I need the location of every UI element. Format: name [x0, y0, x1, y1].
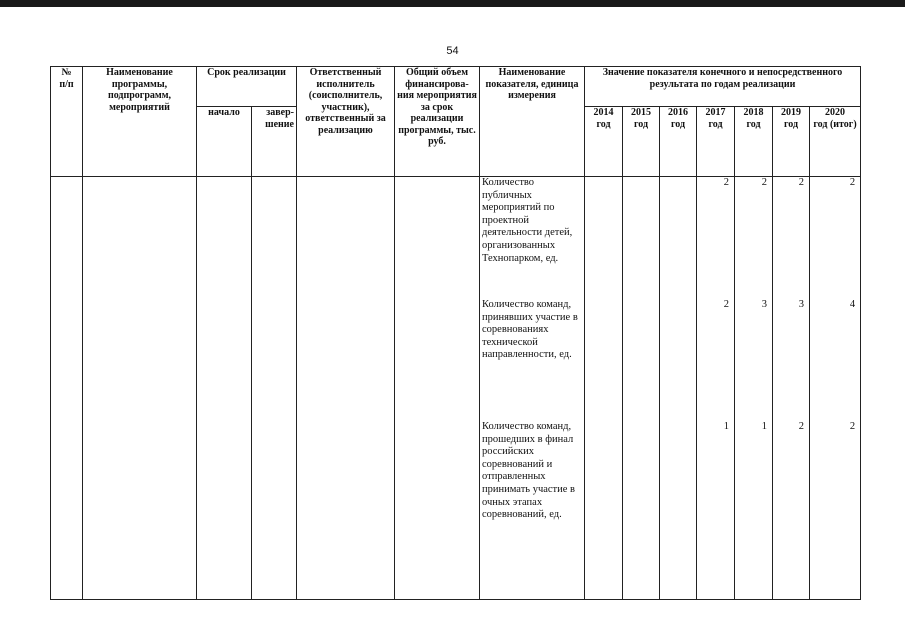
cell-num: [51, 177, 83, 600]
header-responsible: Ответственный исполнитель (соисполнитель, участник), ответственный за реализацию: [297, 67, 395, 177]
value: 2: [723, 177, 729, 188]
header-year-2016: 2016 год: [660, 107, 697, 177]
value: 2: [723, 299, 729, 310]
value: 2: [849, 177, 856, 188]
cell-2014: [585, 177, 623, 600]
header-end: завер-шение: [252, 107, 297, 177]
value: 4: [849, 299, 856, 310]
header-funding: Общий объем финансирова-ния мероприятия за срок реализации программы, тыс. руб.: [395, 67, 480, 177]
header-period: Срок реализации: [197, 67, 297, 107]
header-start: начало: [197, 107, 252, 177]
cell-funding: [395, 177, 480, 600]
header-year-2020: 2020 год (итог): [810, 107, 861, 177]
cell-2015: [623, 177, 660, 600]
value: 2: [798, 421, 804, 432]
value: [585, 299, 622, 421]
cell-indicators: [480, 177, 585, 600]
header-year-2019: 2019 год: [773, 107, 810, 177]
indicator-item: Количество публичных мероприятий по проектной деятельности детей, организованных Технопарком, ед.: [482, 177, 573, 264]
value: [660, 177, 696, 299]
value: [660, 299, 696, 421]
value: [585, 421, 622, 599]
cell-2016: [660, 177, 697, 600]
program-table: [50, 66, 861, 600]
header-indicator: Наименование показателя, единица измерения: [480, 67, 585, 177]
header-year-2018: 2018 год: [735, 107, 773, 177]
header-year-2014: 2014 год: [585, 107, 623, 177]
cell-2018: [735, 177, 773, 600]
value: [623, 421, 659, 599]
cell-2019: [773, 177, 810, 600]
table-row: [51, 177, 861, 600]
value: 1: [761, 421, 767, 432]
header-values: Значение показателя конечного и непосредственного результата по годам реализации: [585, 67, 861, 107]
header-year-2017: 2017 год: [697, 107, 735, 177]
cell-program: [83, 177, 197, 600]
indicator-item: Количество команд, принявших участие в соревнованиях технической направленности, ед.: [482, 299, 578, 361]
value: 1: [723, 421, 729, 432]
program-table-wrapper: [50, 66, 861, 600]
header-num: № п/п: [51, 67, 83, 177]
value: [585, 177, 622, 299]
value: [623, 299, 659, 421]
value: 3: [798, 299, 804, 310]
cell-2017: [697, 177, 735, 600]
cell-start: [197, 177, 252, 600]
page-number: 54: [446, 45, 459, 57]
cell-2020: [810, 177, 861, 600]
cell-responsible: [297, 177, 395, 600]
value: 2: [761, 177, 767, 188]
value: [623, 177, 659, 299]
value: 3: [761, 299, 767, 310]
indicator-item: Количество команд, прошедших в финал российских соревнований и отправленных принимать участие в очных этапах соревнований, ед.: [482, 421, 575, 521]
value: [660, 421, 696, 599]
header-year-2015: 2015 год: [623, 107, 660, 177]
scan-top-edge: [0, 0, 905, 7]
value: 2: [849, 421, 856, 432]
value: 2: [798, 177, 804, 188]
cell-end: [252, 177, 297, 600]
header-program: Наименование программы, подпрограмм, мероприятий: [83, 67, 197, 177]
